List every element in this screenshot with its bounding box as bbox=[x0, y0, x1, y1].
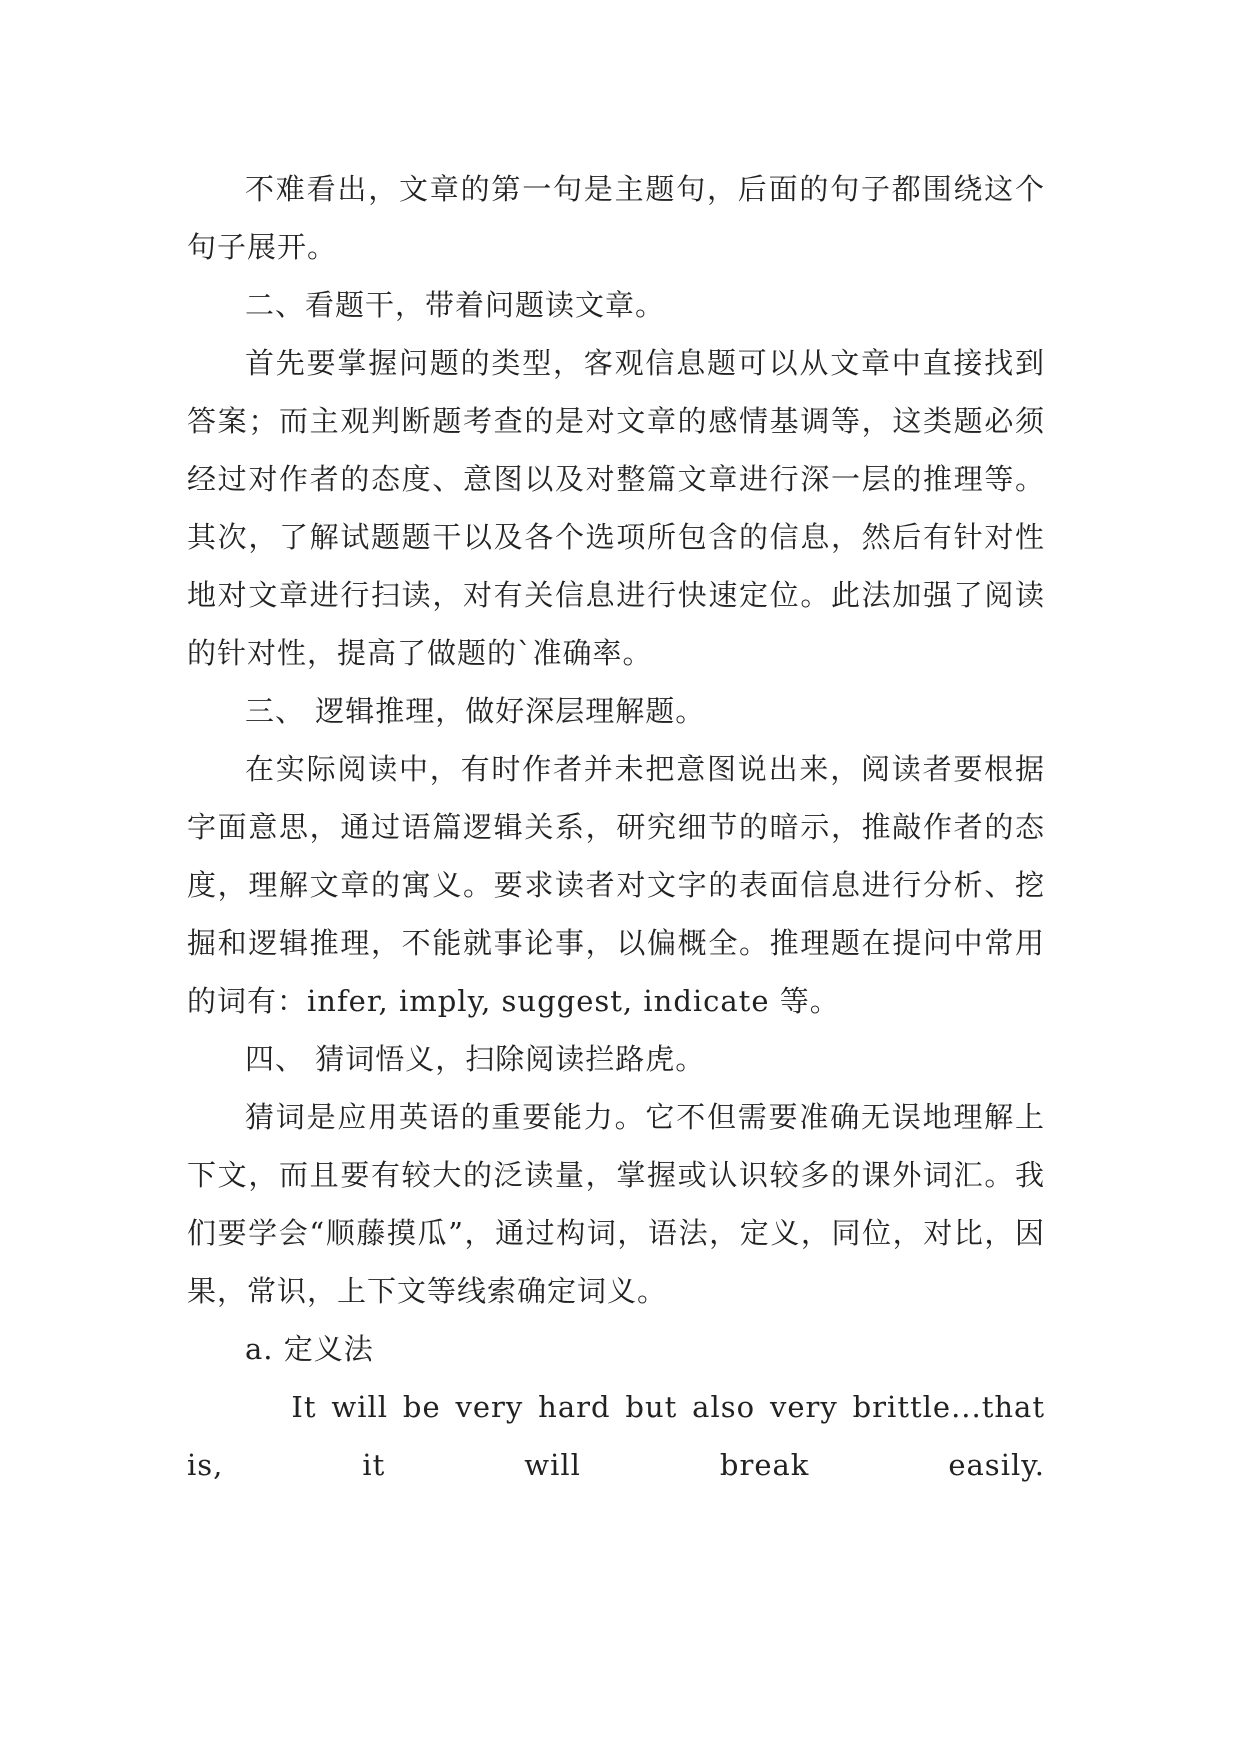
heading-read-question-stem: 二、看题干，带着问题读文章。 bbox=[245, 288, 666, 322]
paragraph-word-guessing: 猜词是应用英语的重要能力。它不但需要准确无误地理解上下文，而且要有较大的泛读量，掌握或认识较多的课外词汇。我们要学会“顺藤摸瓜”，通过构词，语法，定义，同位，对比，因果，常识，上下文等线索确定词义。 bbox=[187, 1100, 1045, 1308]
paragraph-question-types: 首先要掌握问题的类型，客观信息题可以从文章中直接找到答案；而主观判断题考查的是对文章的感情基调等，这类题必须经过对作者的态度、意图以及对整篇文章进行深一层的推理等。其次，了解试题题干以及各个选项所包含的信息，然后有针对性地对文章进行扫读，对有关信息进行快速定位。此法加强了阅读的针对性，提高了做题的`准确率。 bbox=[187, 346, 1045, 670]
heading-guess-word-meaning: 四、 猜词悟义，扫除阅读拦路虎。 bbox=[245, 1042, 706, 1076]
heading-logical-reasoning: 三、 逻辑推理，做好深层理解题。 bbox=[245, 694, 706, 728]
heading-definition-method: a. 定义法 bbox=[245, 1332, 374, 1366]
paragraph-inference: 在实际阅读中，有时作者并未把意图说出来，阅读者要根据字面意思，通过语篇逻辑关系，研究细节的暗示，推敲作者的态度，理解文章的寓义。要求读者对文字的表面信息进行分析、挖掘和逻辑推理，不能就事论事，以偏概全。推理题在提问中常用的词有：infer, imply, suggest, indicate 等。 bbox=[187, 752, 1045, 1018]
paragraph-topic-sentence: 不难看出，文章的第一句是主题句，后面的句子都围绕这个句子展开。 bbox=[187, 172, 1045, 264]
document-page bbox=[187, 160, 1045, 1494]
example-sentence: It will be very hard but also very brittle...that is, it will break easily. bbox=[187, 1390, 1045, 1482]
